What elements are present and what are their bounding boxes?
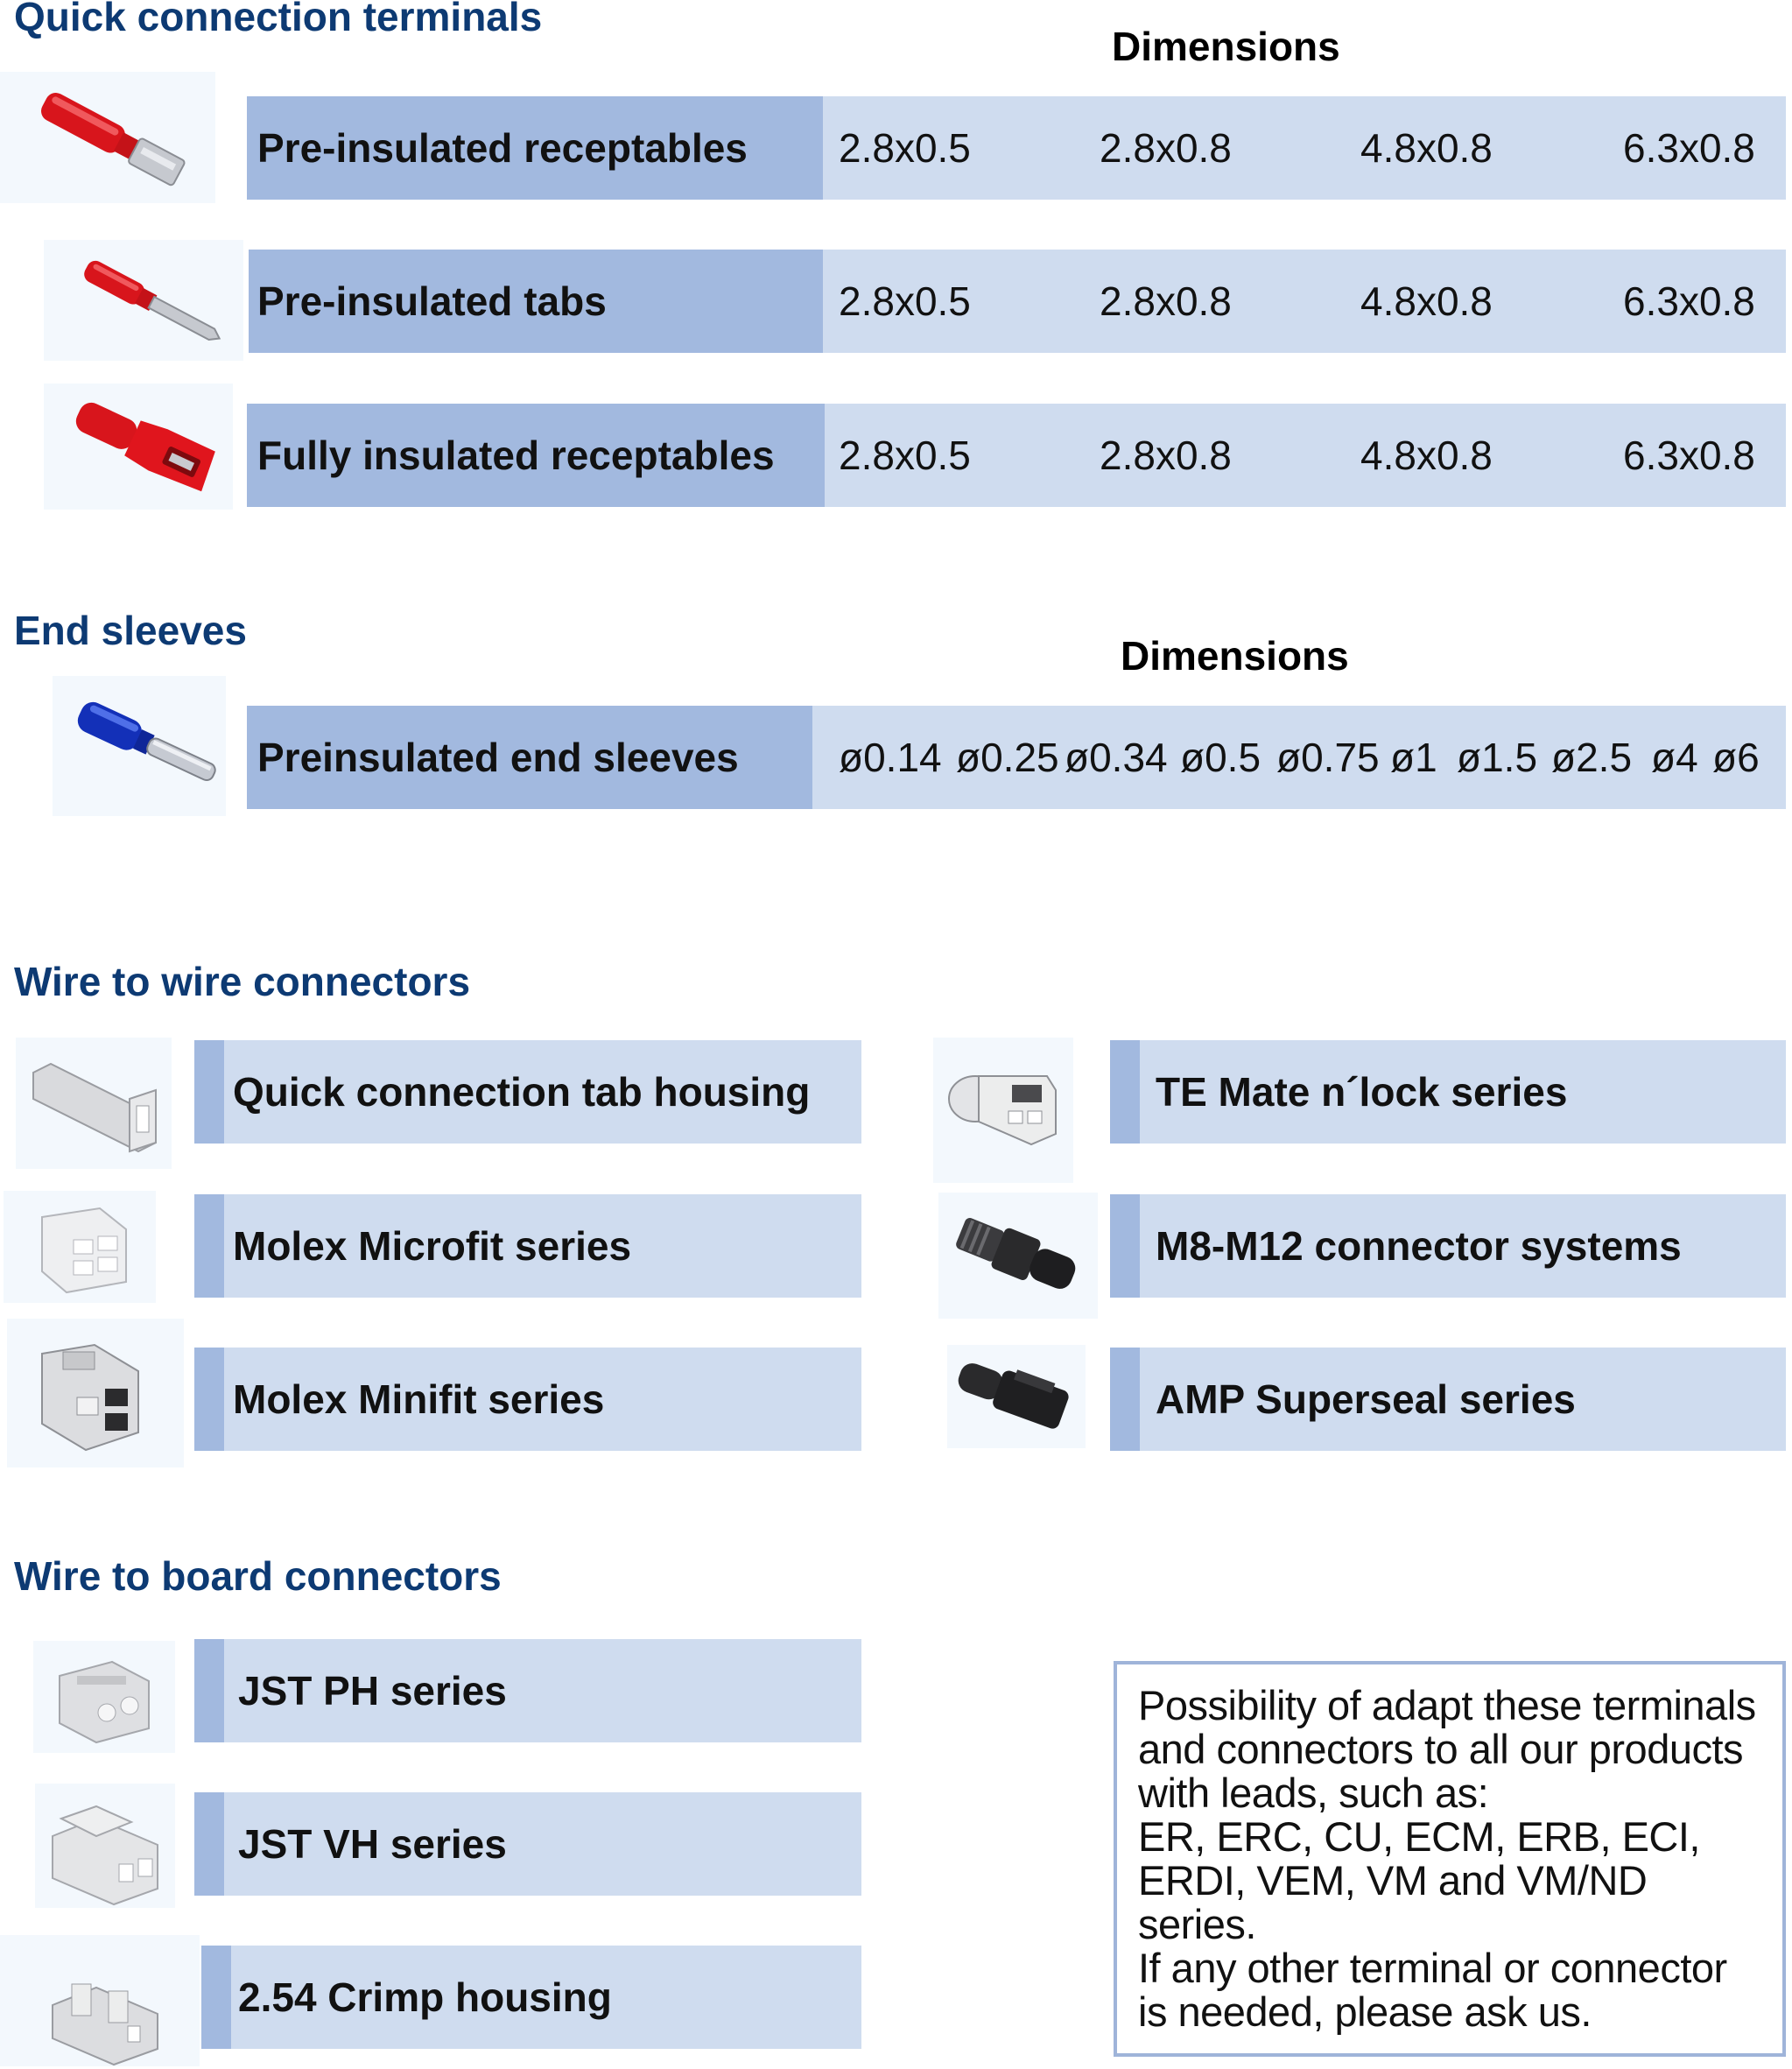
red-fully-insulated-receptacle-icon	[44, 384, 233, 510]
sleeve-value: ø2.5	[1551, 735, 1633, 780]
dimension-value: 2.8x0.5	[839, 125, 971, 171]
sleeve-value: ø4	[1651, 735, 1698, 780]
wire-row-te-mate-n-lock	[1110, 1040, 1786, 1144]
quick-row-tabs	[249, 250, 1786, 353]
wire-row-molex-minifit	[194, 1348, 861, 1451]
row-stripe	[194, 1792, 224, 1896]
end-sleeves-row	[247, 706, 1786, 809]
dimension-value: 2.8x0.5	[839, 278, 971, 324]
row-label: JST VH series	[238, 1821, 507, 1867]
sleeve-value: ø0.34	[1065, 735, 1168, 780]
red-receptacle-terminal-icon	[0, 72, 215, 203]
board-row-crimp-housing	[201, 1946, 861, 2049]
dimension-value: 4.8x0.8	[1360, 125, 1493, 171]
molex-microfit-icon	[4, 1191, 156, 1303]
quick-row-fully-insulated	[247, 404, 1786, 507]
row-label: Quick connection tab housing	[233, 1069, 811, 1115]
note-line: with leads, such as:	[1138, 1770, 1489, 1816]
row-stripe	[194, 1348, 224, 1451]
dimension-value: 6.3x0.8	[1623, 278, 1755, 324]
row-stripe	[194, 1040, 224, 1144]
note-line: ERDI, VEM, VM and VM/ND	[1138, 1857, 1648, 1904]
dimension-value: 2.8x0.5	[839, 433, 971, 478]
note-line: ER, ERC, CU, ECM, ERB, ECI,	[1138, 1813, 1700, 1860]
note-line: Possibility of adapt these terminals	[1138, 1682, 1756, 1728]
quick-row-receptables	[247, 96, 1786, 200]
sleeve-value: ø0.5	[1180, 735, 1261, 780]
adaptation-note	[1114, 1661, 1786, 2057]
dimension-value: 2.8x0.8	[1100, 125, 1232, 171]
end-sleeves-title: End sleeves	[14, 608, 247, 653]
te-mate-n-lock-icon	[933, 1038, 1073, 1183]
jst-vh-icon	[35, 1784, 175, 1908]
wire-row-amp-superseal	[1110, 1348, 1786, 1451]
row-label: Pre-insulated tabs	[249, 250, 823, 353]
row-label: Molex Minifit series	[233, 1376, 605, 1422]
row-label: 2.54 Crimp housing	[238, 1974, 612, 2020]
wire-row-molex-microfit	[194, 1194, 861, 1298]
red-tab-terminal-icon	[44, 240, 243, 361]
note-line: If any other terminal or connector	[1138, 1945, 1727, 1991]
row-stripe	[1110, 1348, 1140, 1451]
row-label: Fully insulated receptables	[247, 404, 825, 507]
dimension-value: 2.8x0.8	[1100, 278, 1232, 324]
row-label: Preinsulated end sleeves	[247, 706, 812, 809]
row-stripe	[194, 1639, 224, 1742]
row-stripe	[1110, 1040, 1140, 1144]
row-label: Pre-insulated receptables	[247, 96, 823, 200]
row-label: JST PH series	[238, 1668, 507, 1714]
sleeve-value: ø0.14	[839, 735, 942, 780]
dimension-value: 6.3x0.8	[1623, 433, 1755, 478]
wire-row-tab-housing	[194, 1040, 861, 1144]
m8-m12-connector-icon	[938, 1193, 1098, 1319]
dimension-value: 6.3x0.8	[1623, 125, 1755, 171]
molex-minifit-icon	[7, 1319, 184, 1467]
sleeve-value: ø6	[1712, 735, 1760, 780]
row-label: TE Mate n´lock series	[1156, 1069, 1568, 1115]
blue-end-sleeve-icon	[53, 676, 226, 816]
dimension-value: 4.8x0.8	[1360, 278, 1493, 324]
row-stripe	[1110, 1194, 1140, 1298]
wire-row-m8-m12	[1110, 1194, 1786, 1298]
row-label: M8-M12 connector systems	[1156, 1223, 1682, 1269]
quick-connection-title: Quick connection terminals	[14, 0, 543, 39]
board-row-jst-ph	[194, 1639, 861, 1742]
sleeve-value: ø1	[1390, 735, 1437, 780]
row-stripe	[194, 1194, 224, 1298]
board-row-jst-vh	[194, 1792, 861, 1896]
amp-superseal-icon	[947, 1345, 1086, 1448]
note-line: and connectors to all our products	[1138, 1726, 1744, 1772]
end-sleeves-dimensions-label: Dimensions	[1121, 633, 1349, 679]
note-line: is needed, please ask us.	[1138, 1988, 1592, 2035]
quick-connection-dimensions-label: Dimensions	[1112, 24, 1340, 69]
dimension-value: 4.8x0.8	[1360, 433, 1493, 478]
tab-housing-icon	[16, 1038, 172, 1169]
row-label: Molex Microfit series	[233, 1223, 632, 1269]
wire-to-wire-title: Wire to wire connectors	[14, 959, 471, 1004]
crimp-housing-icon	[0, 1935, 200, 2066]
jst-ph-icon	[33, 1641, 175, 1753]
row-stripe	[201, 1946, 231, 2049]
wire-to-board-title: Wire to board connectors	[14, 1553, 502, 1599]
note-line: series.	[1138, 1901, 1256, 1947]
sleeve-value: ø0.25	[956, 735, 1059, 780]
sleeve-value: ø0.75	[1276, 735, 1380, 780]
row-label: AMP Superseal series	[1156, 1376, 1576, 1422]
dimension-value: 2.8x0.8	[1100, 433, 1232, 478]
sleeve-value: ø1.5	[1457, 735, 1538, 780]
